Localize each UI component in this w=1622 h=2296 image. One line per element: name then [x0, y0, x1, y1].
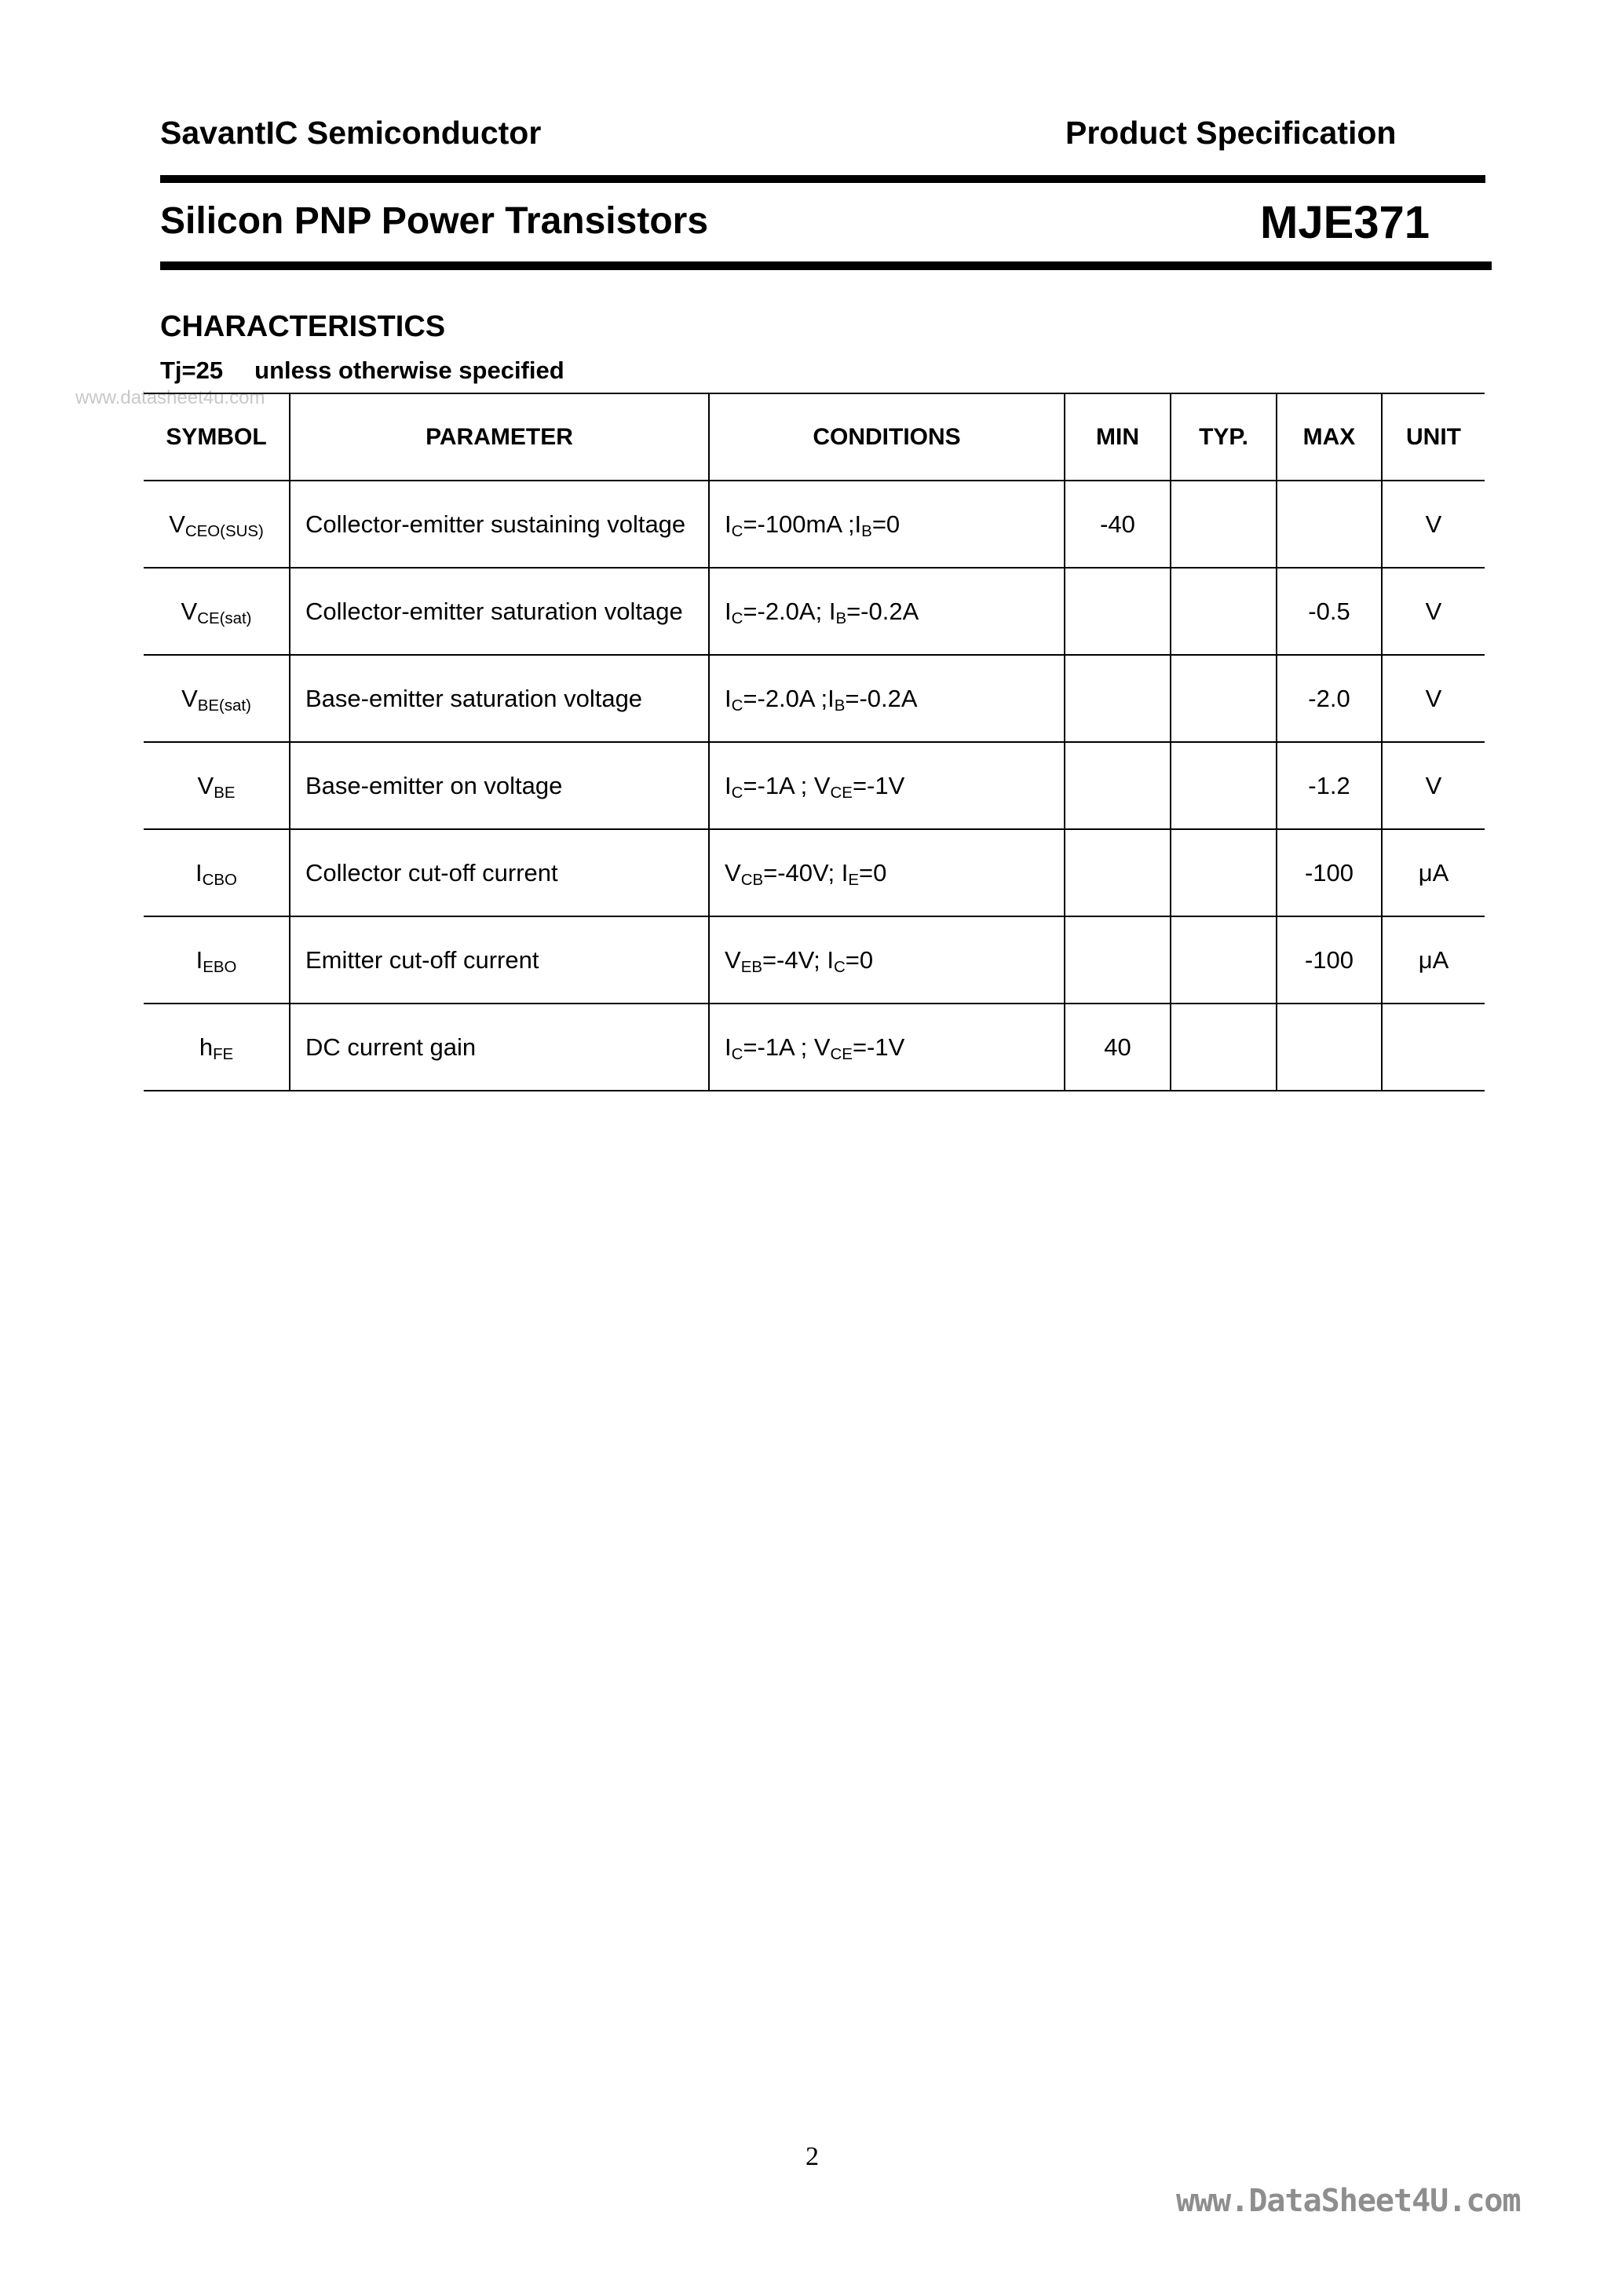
cell-typ — [1171, 568, 1277, 655]
cell-conditions — [709, 1004, 1065, 1091]
condition-subscript: C — [731, 783, 743, 802]
cell-max: -100 — [1277, 916, 1382, 1004]
company-name: SavantIC Semiconductor — [160, 115, 542, 151]
cell-symbol — [144, 829, 290, 916]
condition-text: =0 — [859, 858, 887, 887]
cell-conditions — [709, 655, 1065, 742]
symbol-main: I — [195, 945, 203, 974]
condition-subscript: C — [731, 1044, 743, 1063]
document-type: Product Specification — [1065, 115, 1397, 151]
cell-typ — [1171, 655, 1277, 742]
cell-max: -100 — [1277, 829, 1382, 916]
watermark-top: www.datasheet4u.com — [75, 387, 265, 408]
condition-subscript: C — [731, 521, 743, 540]
symbol-main: V — [181, 684, 198, 712]
symbol-subscript: FE — [213, 1044, 234, 1063]
cell-max: -0.5 — [1277, 568, 1382, 655]
temperature-condition: Tj=25 — [160, 356, 224, 384]
symbol-main: V — [197, 771, 214, 799]
symbol-main: V — [169, 510, 185, 538]
condition-text: =-1A ; V — [743, 771, 831, 799]
cell-unit: V — [1382, 568, 1485, 655]
condition-text: =-2.0A ;I — [743, 684, 835, 712]
cell-min — [1065, 829, 1171, 916]
cell-unit — [1382, 1004, 1485, 1091]
cell-unit: V — [1382, 481, 1485, 568]
cell-unit: μA — [1382, 916, 1485, 1004]
symbol-main: h — [199, 1033, 214, 1061]
cell-symbol — [144, 568, 290, 655]
cell-conditions — [709, 481, 1065, 568]
condition-text: =-2.0A; I — [743, 597, 836, 625]
condition-text: =-4V; I — [762, 945, 834, 974]
symbol-subscript: EBO — [203, 957, 237, 976]
cell-unit: V — [1382, 742, 1485, 829]
condition-text: I — [725, 684, 732, 712]
cell-parameter: DC current gain — [290, 1004, 709, 1091]
symbol-subscript: CBO — [202, 870, 237, 889]
table-row — [144, 568, 1485, 655]
symbol-subscript: BE(sat) — [197, 696, 251, 715]
table-row — [144, 742, 1485, 829]
header-rule-bottom — [160, 261, 1492, 270]
condition-subscript: B — [834, 696, 846, 715]
table-row — [144, 481, 1485, 568]
condition-text: =-0.2A — [845, 684, 918, 712]
condition-subscript: EB — [740, 957, 762, 976]
condition-text: =-1V — [852, 771, 905, 799]
column-header-min: MIN — [1065, 393, 1171, 481]
cell-min: 40 — [1065, 1004, 1171, 1091]
symbol-subscript: BE — [214, 783, 236, 802]
symbol-main: V — [181, 597, 198, 625]
cell-conditions — [709, 916, 1065, 1004]
cell-max: -1.2 — [1277, 742, 1382, 829]
condition-subscript: CE — [830, 783, 853, 802]
condition-text: =-0.2A — [846, 597, 919, 625]
cell-max — [1277, 481, 1382, 568]
section-heading: CHARACTERISTICS — [160, 310, 446, 343]
cell-symbol — [144, 916, 290, 1004]
characteristics-table — [144, 393, 1485, 1091]
table-row — [144, 1004, 1485, 1091]
cell-typ — [1171, 742, 1277, 829]
condition-text: =-1V — [852, 1033, 905, 1061]
cell-min — [1065, 916, 1171, 1004]
cell-parameter: Base-emitter on voltage — [290, 742, 709, 829]
cell-min — [1065, 655, 1171, 742]
condition-text: V — [725, 858, 741, 887]
condition-text: I — [725, 510, 732, 538]
cell-max — [1277, 1004, 1382, 1091]
column-header-typ: TYP. — [1171, 393, 1277, 481]
part-number: MJE371 — [1260, 197, 1430, 248]
condition-subscript: C — [834, 957, 846, 976]
column-header-unit: UNIT — [1382, 393, 1485, 481]
condition-subscript: C — [731, 696, 743, 715]
header-rule-top — [160, 175, 1485, 183]
condition-text: =0 — [845, 945, 874, 974]
cell-max: -2.0 — [1277, 655, 1382, 742]
cell-parameter: Collector-emitter saturation voltage — [290, 568, 709, 655]
condition-text: I — [725, 1033, 732, 1061]
condition-subscript: C — [731, 609, 743, 627]
cell-min: -40 — [1065, 481, 1171, 568]
cell-conditions — [709, 829, 1065, 916]
cell-parameter: Collector-emitter sustaining voltage — [290, 481, 709, 568]
cell-parameter: Collector cut-off current — [290, 829, 709, 916]
condition-text: =-40V; I — [763, 858, 849, 887]
table-row — [144, 916, 1485, 1004]
column-header-max: MAX — [1277, 393, 1382, 481]
table-row — [144, 655, 1485, 742]
cell-symbol — [144, 742, 290, 829]
cell-conditions — [709, 568, 1065, 655]
cell-min — [1065, 568, 1171, 655]
cell-unit: μA — [1382, 829, 1485, 916]
cell-typ — [1171, 916, 1277, 1004]
cell-unit: V — [1382, 655, 1485, 742]
condition-text: =-1A ; V — [743, 1033, 831, 1061]
table-header-row — [144, 393, 1485, 481]
symbol-subscript: CEO(SUS) — [184, 521, 264, 540]
watermark-bottom: www.DataSheet4U.com — [1176, 2183, 1521, 2219]
page-number: 2 — [806, 2142, 819, 2171]
cell-typ — [1171, 829, 1277, 916]
cell-symbol — [144, 481, 290, 568]
condition-text: I — [725, 771, 732, 799]
column-header-conditions: CONDITIONS — [709, 393, 1065, 481]
cell-parameter: Emitter cut-off current — [290, 916, 709, 1004]
cell-conditions — [709, 742, 1065, 829]
symbol-subscript: CE(sat) — [197, 609, 252, 627]
column-header-parameter: PARAMETER — [290, 393, 709, 481]
condition-subscript: B — [861, 521, 872, 540]
test-condition-line — [160, 356, 564, 385]
cell-typ — [1171, 1004, 1277, 1091]
condition-subscript: B — [835, 609, 847, 627]
cell-symbol — [144, 655, 290, 742]
condition-subscript: CB — [740, 870, 764, 889]
condition-text: =-100mA ;I — [743, 510, 862, 538]
column-header-symbol: SYMBOL — [144, 393, 290, 481]
condition-text: V — [725, 945, 741, 974]
condition-text: I — [725, 597, 732, 625]
table-body — [144, 481, 1485, 1091]
cell-typ — [1171, 481, 1277, 568]
cell-symbol — [144, 1004, 290, 1091]
document-title: Silicon PNP Power Transistors — [160, 200, 709, 242]
condition-subscript: CE — [830, 1044, 853, 1063]
cell-parameter: Base-emitter saturation voltage — [290, 655, 709, 742]
condition-subscript: E — [848, 870, 860, 889]
condition-note: unless otherwise specified — [254, 356, 564, 384]
condition-text: =0 — [871, 510, 901, 538]
table-row — [144, 829, 1485, 916]
symbol-main: I — [195, 858, 203, 887]
cell-min — [1065, 742, 1171, 829]
